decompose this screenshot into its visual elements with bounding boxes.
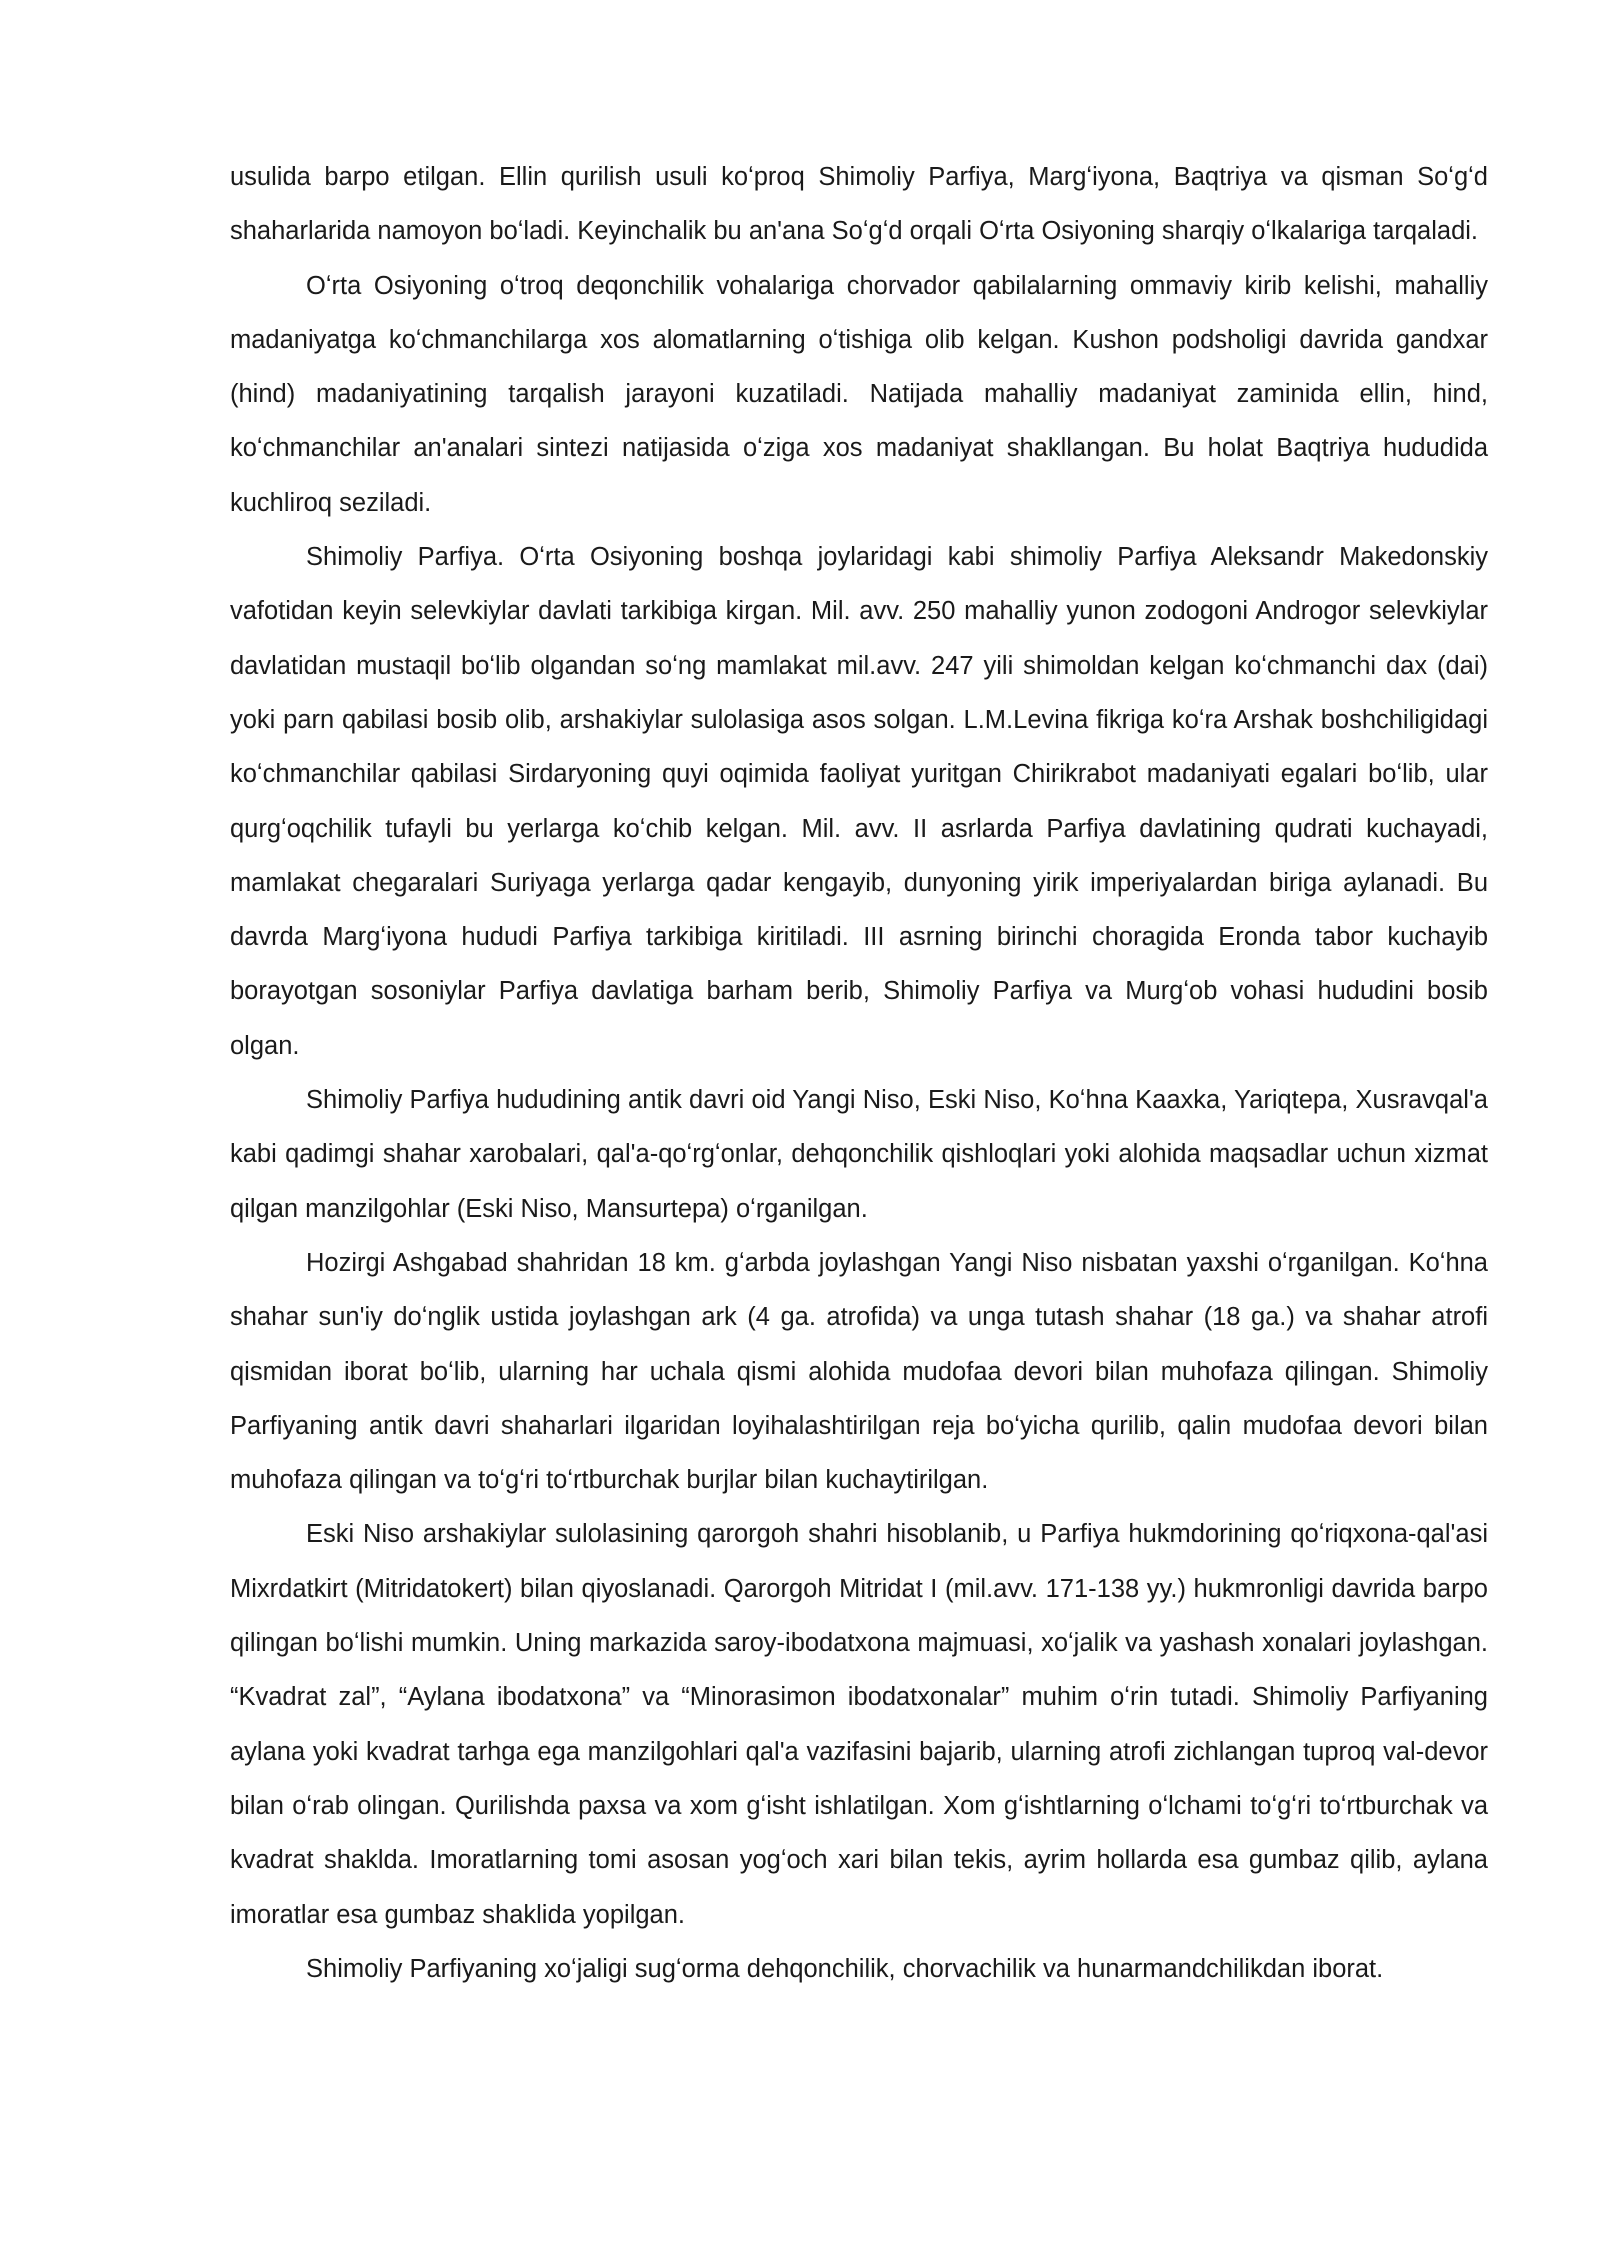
paragraph-parthia-sites: Shimoliy Parfiya hududining antik davri oid Yangi Niso, Eski Niso, Koʻhna Kaaxka, Yariqtepa, Xusravqal'a kabi qadimgi shahar xarobalari, qal'a-qoʻrgʻonlar, dehqonchilik qishloqlari yoki alohida maqsadlar uchun xizmat qilgan manzilgohlar (Eski Niso, Mansurtepa) oʻrganilgan. — [230, 1086, 1488, 1223]
paragraph-northern-parthia: Shimoliy Parfiya. Oʻrta Osiyoning boshqa joylaridagi kabi shimoliy Parfiya Aleksandr Makedonskiy vafotidan keyin selevkiylar davlati tarkibiga kirgan. Mil. avv. 250 mahalliy yunon zodogoni Androgor selevkiylar davlatidan mustaqil boʻlib olgandan soʻng mamlakat mil.avv. 247 yili shimoldan kelgan koʻchmanchi dax (dai) yoki parn qabilasi bosib olib, arshakiylar sulolasiga asos solgan. L.M.Levina fikriga koʻra Arshak boshchiligidagi koʻchmanchilar qabilasi Sirdaryoning quyi oqimida faoliyat yuritgan Chirikrabot madaniyati egalari boʻlib, ular qurgʻoqchilik tufayli bu yerlarga koʻchib kelgan. Mil. avv. II asrlarda Parfiya davlatining qudrati kuchayadi, mamlakat chegaralari Suriyaga yerlarga qadar kengayib, dunyoning yirik imperiyalardan biriga aylanadi. Bu davrda Margʻiyona hududi Parfiya tarkibiga kiritiladi. III asrning birinchi choragida Eronda tabor kuchayib borayotgan sosoniylar Parfiya davlatiga barham berib, Shimoliy Parfiya va Murgʻob vohasi hududini bosib olgan. — [230, 543, 1488, 1060]
paragraph-continuation: usulida barpo etilgan. Ellin qurilish usuli koʻproq Shimoliy Parfiya, Margʻiyona, Baqtriya va qisman Soʻgʻd shaharlarida namoyon boʻladi. Keyinchalik bu an'ana Soʻgʻd orqali Oʻrta Osiyoning sharqiy oʻlkalariga tarqaladi. — [230, 163, 1488, 246]
paragraph-nomadic-influence: Oʻrta Osiyoning oʻtroq deqonchilik vohalariga chorvador qabilalarning ommaviy kirib kelishi, mahalliy madaniyatga koʻchmanchilarga xos alomatlarning oʻtishiga olib kelgan. Kushon podsholigi davrida gandxar (hind) madaniyatining tarqalish jarayoni kuzatiladi. Natijada mahalliy madaniyat zaminida ellin, hind, koʻchmanchilar an'analari sintezi natijasida oʻziga xos madaniyat shakllangan. Bu holat Baqtriya hududida kuchliroq seziladi. — [230, 271, 1488, 517]
document-body — [230, 150, 1488, 1996]
paragraph-economy: Shimoliy Parfiyaning xoʻjaligi sugʻorma dehqonchilik, chorvachilik va hunarmandchilikdan iborat. — [306, 1954, 1384, 1983]
paragraph-old-nisa: Eski Niso arshakiylar sulolasining qarorgoh shahri hisoblanib, u Parfiya hukmdorining qoʻriqxona-qal'asi Mixrdatkirt (Mitridatokert) bilan qiyoslanadi. Qarorgoh Mitridat I (mil.avv. 171-138 yy.) hukmronligi davrida barpo qilingan boʻlishi mumkin. Uning markazida saroy-ibodatxona majmuasi, xoʻjalik va yashash xonalari joylashgan. “Kvadrat zal”, “Aylana ibodatxona” va “Minorasimon ibodatxonalar” muhim oʻrin tutadi. Shimoliy Parfiyaning aylana yoki kvadrat tarhga ega manzilgohlari qal'a vazifasini bajarib, ularning atrofi zichlangan tuproq val-devor bilan oʻrab olingan. Qurilishda paxsa va xom gʻisht ishlatilgan. Xom gʻishtlarning oʻlchami toʻgʻri toʻrtburchak va kvadrat shaklda. Imoratlarning tomi asosan yogʻoch xari bilan tekis, ayrim hollarda esa gumbaz qilib, aylana imoratlar esa gumbaz shaklida yopilgan. — [230, 1520, 1488, 1929]
paragraph-new-nisa: Hozirgi Ashgabad shahridan 18 km. gʻarbda joylashgan Yangi Niso nisbatan yaxshi oʻrganilgan. Koʻhna shahar sun'iy doʻnglik ustida joylashgan ark (4 ga. atrofida) va unga tutash shahar (18 ga.) va shahar atrofi qismidan iborat boʻlib, ularning har uchala qismi alohida mudofaa devori bilan muhofaza qilingan. Shimoliy Parfiyaning antik davri shaharlari ilgaridan loyihalashtirilgan reja boʻyicha qurilib, qalin mudofaa devori bilan muhofaza qilingan va toʻgʻri toʻrtburchak burjlar bilan kuchaytirilgan. — [230, 1248, 1488, 1495]
